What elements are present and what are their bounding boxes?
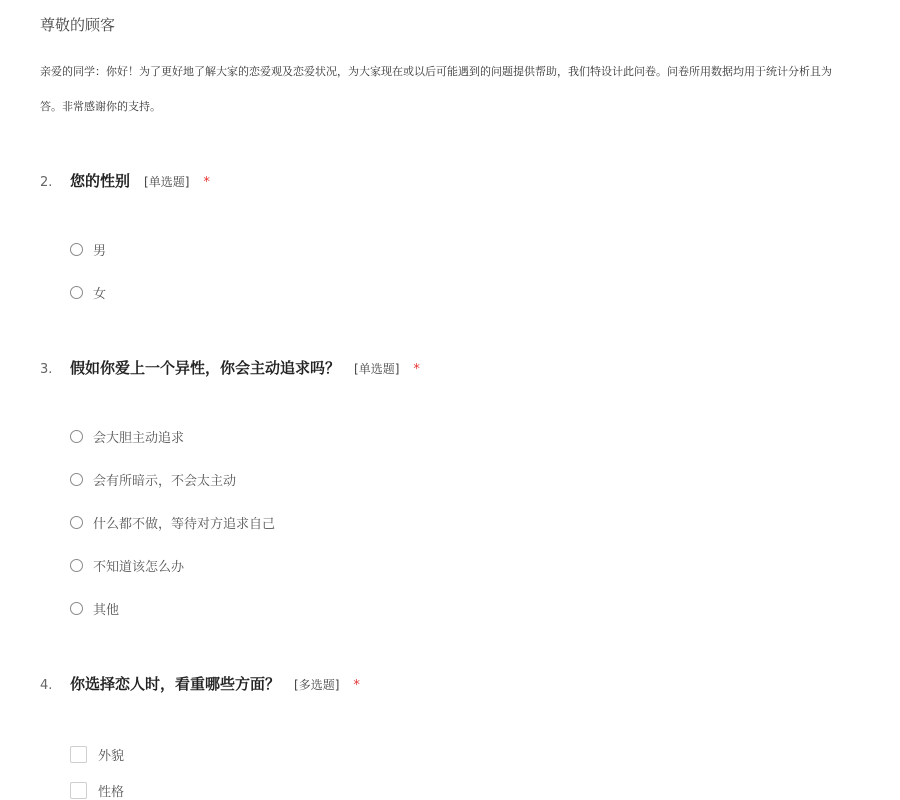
option-label: 会有所暗示，不会太主动	[93, 473, 237, 489]
question-type: [多选题]	[294, 678, 340, 692]
radio-option-male[interactable]	[70, 239, 106, 259]
question-2-header	[40, 170, 210, 191]
question-title: 您的性别	[70, 172, 131, 190]
survey-intro	[40, 54, 900, 124]
radio-option-5[interactable]	[70, 598, 119, 618]
intro-line-1: 亲爱的同学：你好！为了更好地了解大家的恋爱观及恋爱状况，为大家现在或以后可能遇到的问题提供帮助，我们特设计此问卷。问卷所用数据均用于统计分析且为	[40, 65, 832, 78]
required-star: *	[413, 362, 420, 377]
question-title: 假如你爱上一个异性，你会主动追求吗？	[70, 359, 341, 377]
option-label: 女	[93, 286, 107, 302]
option-label: 性格	[98, 784, 125, 800]
radio-button[interactable]	[70, 430, 83, 443]
checkbox-option-appearance[interactable]	[70, 744, 124, 764]
radio-button[interactable]	[70, 286, 83, 299]
radio-button[interactable]	[70, 602, 83, 615]
question-number: 3.	[40, 362, 53, 377]
radio-option-3[interactable]	[70, 512, 275, 532]
option-label: 什么都不做，等待对方追求自己	[93, 516, 276, 532]
radio-button[interactable]	[70, 516, 83, 529]
radio-option-4[interactable]	[70, 555, 184, 575]
greeting: 尊敬的顾客	[40, 16, 116, 34]
option-label: 男	[93, 243, 107, 259]
question-4-header	[40, 673, 360, 694]
radio-button[interactable]	[70, 559, 83, 572]
radio-option-female[interactable]	[70, 282, 106, 302]
option-label: 不知道该怎么办	[93, 559, 185, 575]
question-3-header	[40, 357, 420, 378]
radio-button[interactable]	[70, 243, 83, 256]
required-star: *	[353, 678, 360, 693]
required-star: *	[203, 175, 210, 190]
radio-button[interactable]	[70, 473, 83, 486]
intro-line-2: 答。非常感谢你的支持。	[40, 100, 161, 113]
checkbox-option-personality[interactable]	[70, 780, 124, 800]
question-type: [单选题]	[144, 175, 190, 189]
checkbox[interactable]	[70, 746, 87, 763]
radio-option-2[interactable]	[70, 469, 236, 489]
question-type: [单选题]	[354, 362, 400, 376]
question-number: 4.	[40, 678, 53, 693]
question-number: 2.	[40, 175, 53, 190]
option-label: 会大胆主动追求	[93, 430, 185, 446]
radio-option-1[interactable]	[70, 426, 184, 446]
question-title: 你选择恋人时，看重哪些方面？	[70, 675, 281, 693]
option-label: 外貌	[98, 748, 125, 764]
checkbox[interactable]	[70, 782, 87, 799]
option-label: 其他	[93, 602, 120, 618]
